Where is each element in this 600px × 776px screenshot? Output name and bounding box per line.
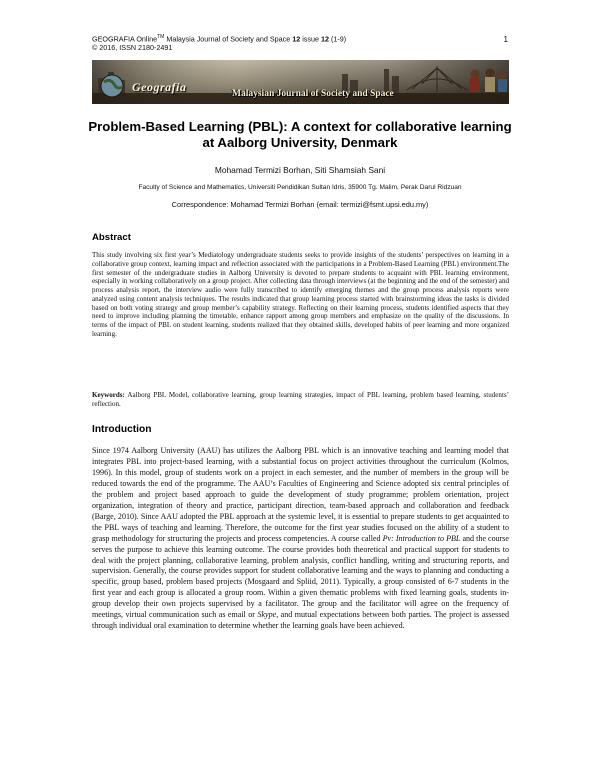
introduction-heading: Introduction: [92, 424, 152, 435]
people-photos: [470, 69, 507, 93]
journal-banner: [92, 60, 509, 104]
abstract-text: This study involving six first year’s Mediatology undergraduate students seeks to provide insights of the students’ perspectives on learning in a collaborative group context, learning impact and reflection associated with the participations in a Problem-Based Learning (PBL) environment.The first semester of the undergraduate studies in Aalborg University is devoted to prepare students to acquaint with PBL learning environment, especially in working collaboratively on a group project. After collecting data through interviews (at the beginning and the end of the semester) and process analysis report, the interview audio were fully transcribed to identify emerging themes and the group process analysis reports were analyzed using content analysis techniques. The results indicated that group learning process started with brainstorming ideas the tasks is divided based on both voting strategy and group member’s capability strategy. Reflecting on their learning process, students identified aspects that they need to improve including planning the timetable, enhance rapport among group members and emphasize on the quality of the discussions. In terms of the impact of PBL on student learning, students realized that they obtained skills, developed habits of peer learning and more organized learning.: [92, 251, 509, 339]
banner-logo-text: Geografia: [132, 80, 187, 94]
keywords-text: Aalborg PBL Model, collaborative learning, group learning strategies, impact of PBL learning, problem based learning, students’ reflection.: [92, 391, 509, 408]
globe-icon: [101, 75, 123, 97]
journal-citation: GEOGRAFIA Online™ Malaysia Journal of Society and Space 12 issue 12 (1-9): [92, 34, 347, 44]
keywords: [92, 391, 509, 409]
affiliation: Faculty of Science and Mathematics, Universiti Pendidikan Sultan Idris, 35900 Tg. Malim, Perak Darul Ridzuan: [138, 184, 462, 191]
running-header: [92, 33, 346, 52]
banner-subtitle: Malaysian Journal of Society and Space: [232, 89, 394, 99]
correspondence: Correspondence: Mohamad Termizi Borhan (email: termizi@fsmt.upsi.edu.my): [171, 200, 429, 209]
introduction-text: Since 1974 Aalborg University (AAU) has utilizes the Aalborg PBL which is an innovative teaching and learning model that integrates PBL into project-based learning, with a substantial focus on project activities throughout the curriculum (Kolmos, 1996). In this model, group of students work on a project in each semester, and the number of members in the group will be reduced towards the end of the programme. The AAU’s Faculties of Engineering and Science adopted six central principles of the problem and project based approach to guide the development of study programme; problem orientation, project organization, integration of theory and practice, participant direction, team-based approach and collaboration and feedback (Barge, 2010). Since AAU adopted the PBL approach at the systemic level, it is essential to prepare students to get acquainted to the PBL ways of teaching and learning. Therefore, the outcome for the first year studies focused on the ability of a student to grasp methodology for structuring the projects and process competencies. A course called Pv: Introduction to PBL and the course serves the purpose to achieve this learning outcome. The course provides both theoretical and practical support for students to deal with the project planning, collaborative learning, problem analysis, conflict handling, writing and structuring reports, and supervision. Generally, the course provides support for student collaborative learning and the ways to planning and conducting a specific, group based, problem based projects (Mosgaard and Spliid, 2011). Typically, a group consisted of 6-7 students in the first year and each group is allocated a group room. Within a given thematic problems with fixed learning goals, students in-group develop their own projects supervised by a facilitator. The group and the facilitator will agree on the frequency of meetings, virtual communication such as email or Skype, and mutual expectations between both parties. The project is assessed through individual oral examination to determine whether the learning goals have been achieved.: [92, 446, 509, 631]
abstract-heading: Abstract: [92, 232, 131, 243]
paper-title: Problem-Based Learning (PBL): A context for collaborative learning at Aalborg University, Denmark: [88, 119, 512, 150]
page-number: 1: [503, 35, 508, 44]
authors: Mohamad Termizi Borhan, Siti Shamsiah Sani: [214, 165, 386, 175]
copyright-issn: © 2016, ISSN 2180-2491: [92, 43, 173, 53]
keywords-label: Keywords:: [92, 391, 125, 399]
